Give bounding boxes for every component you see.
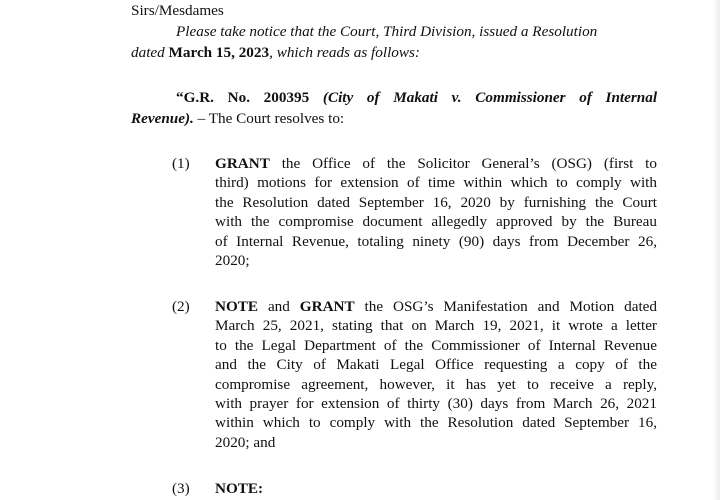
item-2-number: (2) (172, 298, 190, 315)
item-2-body (215, 297, 657, 452)
notice-dated: dated (131, 44, 165, 61)
gr-number: “G.R. No. 200395 (176, 89, 310, 106)
item-2-line-1: NOTE and GRANT the OSG’s Manifestation and Motion dated (215, 298, 657, 315)
item-1-line-1: GRANT the Office of the Solicitor General’s (OSG) (first to (215, 155, 657, 172)
item-2-lead-2: GRANT (299, 298, 355, 315)
item-1-body (215, 154, 657, 270)
notice-line-1: Please take notice that the Court, Third Division, issued a Resolution (176, 23, 598, 40)
item-3-lead: NOTE: (215, 480, 264, 497)
case-versus: v. (451, 89, 462, 106)
item-1-line-4: with the compromise document allegedly approved by the Bureau (215, 213, 657, 231)
case-title-part3: Revenue). (131, 110, 194, 127)
item-2-line-3: to the Legal Department of the Commissioner of Internal Revenue (215, 336, 657, 354)
salutation: Sirs/Mesdames (131, 2, 224, 19)
item-2-lead: NOTE (215, 298, 259, 315)
case-heading-line-1 (176, 88, 657, 107)
item-2-line-5: compromise agreement, however, it has yet to receive a reply, (215, 375, 657, 393)
resolution-date: March 15, 2023 (168, 44, 270, 61)
item-2-line-2: March 25, 2021, stating that on March 19, 2021, it wrote a letter (215, 317, 657, 335)
item-2-line-6: with prayer for extension of thirty (30) days from March 26, 2021 (215, 395, 657, 413)
item-1-line-5: of Internal Revenue, totaling ninety (90) days from December 26, (215, 232, 657, 250)
case-title-part2: Commissioner of Internal (475, 89, 658, 106)
notice-line-2 (131, 43, 420, 62)
case-title-part1: (City of Makati (322, 89, 438, 106)
case-heading-line-2 (131, 109, 344, 128)
notice-reads: , which reads as follows: (269, 44, 420, 61)
item-1-lead: GRANT (215, 155, 270, 172)
item-1-line-6: 2020; (215, 252, 250, 270)
item-3-number: (3) (172, 480, 190, 497)
page-edge-shadow (712, 0, 720, 500)
item-2-line-7: within which to comply with the Resolution dated September 16, (215, 414, 657, 432)
item-1-line-2: third) motions for extension of time within which to comply with (215, 174, 657, 192)
item-2-line-4: and the City of Makati Legal Office requesting a copy of the (215, 356, 657, 374)
item-1-number: (1) (172, 155, 190, 172)
court-resolves: – The Court resolves to: (193, 110, 345, 127)
item-1-line-3: the Resolution dated September 16, 2020 by furnishing the Court (215, 193, 657, 211)
item-2-line-8: 2020; and (215, 433, 276, 451)
